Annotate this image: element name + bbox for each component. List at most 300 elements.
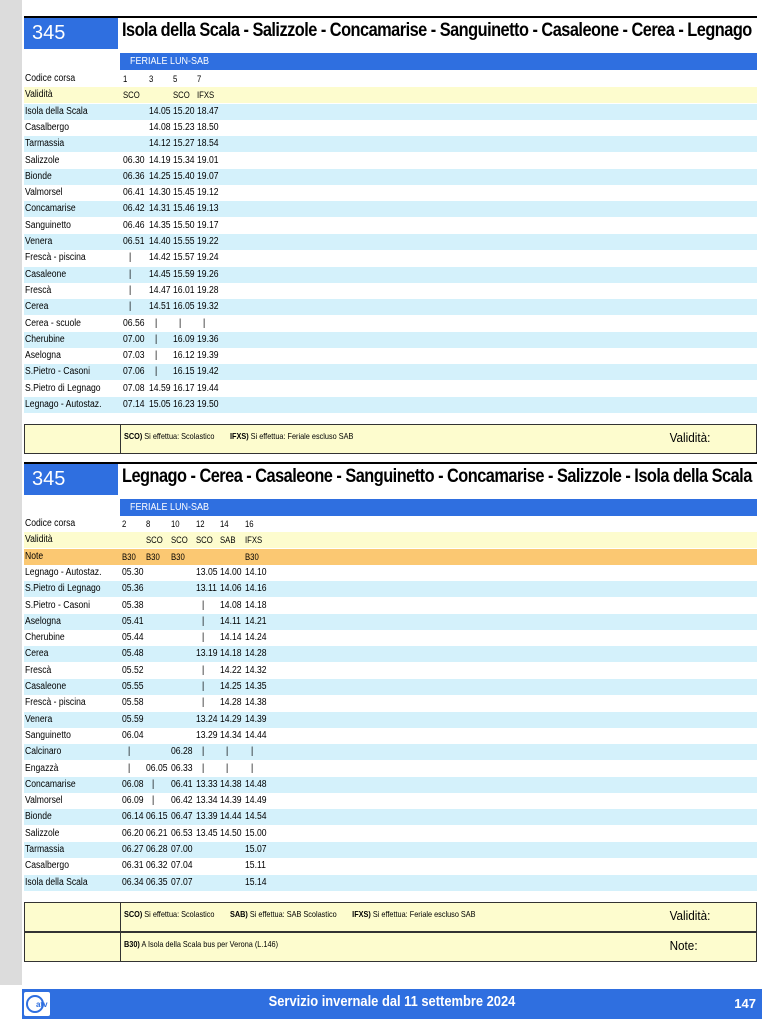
time-cell: | [129,301,132,313]
time-cell: IFXS [197,90,215,101]
time-cell: 14.44 [220,811,242,823]
validity-legend [24,902,757,932]
stop-label: S.Pietro di Legnago [25,583,101,595]
table-row [24,185,757,201]
table-row [24,283,757,299]
time-cell: 19.36 [197,333,219,345]
time-cell: 18.50 [197,121,219,133]
stop-label: Validità [25,89,53,101]
time-cell: 16.15 [173,366,195,378]
stop-label: Cherubine [25,333,65,345]
stop-label: Legnago - Autostaz. [25,399,102,410]
table-row [24,614,757,630]
time-cell: SCO [173,90,190,101]
time-cell: 14.51 [149,301,171,313]
time-cell: 14.38 [220,778,242,790]
time-cell: 19.24 [197,252,219,264]
time-cell: | [129,268,132,280]
page-sidebar-strip [0,0,22,985]
time-cell: SCO [146,535,163,546]
time-cell: 06.53 [171,827,193,839]
time-cell: 18.54 [197,138,219,150]
time-cell: 13.11 [196,583,217,595]
time-cell: 16.17 [173,382,195,394]
time-cell: 06.31 [122,860,144,872]
time-cell: 06.35 [146,876,168,888]
time-cell: 06.42 [171,795,193,807]
time-cell: 14.21 [245,615,267,627]
time-cell: 14.48 [245,778,267,790]
time-cell: 13.34 [196,795,218,807]
stop-label: Cerea [25,648,49,660]
notes-legend [24,932,757,962]
legend-item: SCO) Si effettua: Scolastico [124,909,215,919]
time-cell: 06.41 [123,187,145,199]
time-cell: 14.35 [149,219,171,231]
time-cell: 07.03 [123,350,145,362]
time-cell: 14.40 [149,236,171,247]
time-cell: | [155,317,158,329]
time-cell: 13.33 [196,778,218,790]
time-cell: 06.05 [146,762,168,774]
time-cell: 07.00 [123,333,145,345]
time-cell: | [179,317,182,329]
time-cell: | [202,664,205,676]
stop-label: Tarmassia [25,844,65,855]
time-cell: | [226,746,229,758]
time-cell: 06.15 [146,811,168,823]
time-cell: 14.45 [149,268,171,280]
time-cell: 19.44 [197,382,219,394]
time-cell: SCO [123,90,140,101]
time-cell: 06.34 [122,876,144,888]
time-cell: 15.00 [245,827,267,839]
table-row [24,218,757,234]
table-row [24,316,757,332]
legend-title: Validità: [669,908,711,923]
table-row [24,663,757,679]
time-cell: 12 [196,519,205,529]
time-cell: 16.23 [173,399,195,410]
stop-label: Tarmassia [25,138,65,150]
table-row [24,809,757,825]
legend-item: IFXS) Si effettua: Feriale escluso SAB [229,431,354,441]
time-cell: 19.39 [197,350,219,362]
time-cell: 2 [122,519,127,529]
stop-label: S.Pietro - Casoni [25,599,91,611]
time-cell: | [155,366,158,378]
stop-label: Valmorsel [25,187,63,199]
time-cell: 19.01 [197,154,219,166]
time-cell: 14.25 [220,681,242,692]
time-cell: 07.08 [123,382,145,394]
time-cell: B30 [245,551,259,562]
table-row [24,744,757,760]
table-row [24,120,757,136]
time-cell: 06.20 [122,827,144,839]
stop-label: Codice corsa [25,518,76,529]
time-cell: 19.22 [197,236,219,247]
time-cell: 7 [197,74,202,84]
time-cell: 06.41 [171,778,193,790]
time-cell: 13.19 [196,648,218,660]
stop-label: Cherubine [25,632,65,644]
page-footer [22,989,762,1019]
time-cell: 06.28 [146,844,168,855]
time-cell: 06.46 [123,219,145,231]
time-cell: 07.00 [171,844,193,855]
time-cell: 15.50 [173,219,195,231]
table-row [24,777,757,793]
time-cell: 19.12 [197,187,219,199]
time-cell: 14.00 [220,566,242,578]
stop-label: Salizzole [25,154,60,166]
time-cell: 05.36 [122,583,144,595]
stop-label: Sanguinetto [25,729,71,741]
stop-label: Isola della Scala [25,105,88,117]
table-row [24,348,757,364]
stop-label: Calcinaro [25,746,62,758]
stop-label: Venera [25,713,53,725]
time-cell: 14.14 [220,632,242,644]
time-cell: 07.14 [123,399,145,410]
table-row [24,793,757,809]
time-cell: 15.40 [173,170,195,182]
table-row [24,695,757,711]
stop-label: Codice corsa [25,73,76,84]
time-cell: 05.38 [122,599,144,611]
time-cell: 14.30 [149,187,171,199]
stop-label: Aselogna [25,615,61,627]
time-cell: 14.28 [220,697,242,709]
time-cell: 06.36 [123,170,145,182]
time-cell: 05.52 [122,664,144,676]
stop-label: Isola della Scala [25,876,88,888]
time-cell: 14.42 [149,252,171,264]
time-cell: 10 [171,519,180,529]
stop-label: Concamarise [25,778,76,790]
time-cell: 14.38 [245,697,267,709]
stop-label: Valmorsel [25,795,63,807]
time-cell: | [129,284,132,296]
legend-item: IFXS) Si effettua: Feriale escluso SAB [352,909,476,919]
time-cell: 14.50 [220,827,242,839]
stop-label: Bionde [25,811,52,823]
time-cell: SCO [196,535,213,546]
table-row [24,630,757,646]
route-title: Legnago - Cerea - Casaleone - Sanguinetto - Concamarise - Salizzole - Isola della Scala [122,466,752,487]
time-cell: 06.21 [146,827,168,839]
table-row [24,87,757,103]
stop-label: Bionde [25,170,52,182]
time-cell: 06.51 [123,236,145,247]
legend-items [124,425,369,447]
time-cell: 05.55 [122,681,144,692]
time-cell: 06.47 [171,811,193,823]
time-cell: 14.31 [149,203,171,215]
page-number: 147 [734,996,756,1011]
timetable-return [24,462,757,967]
time-cell: 1 [123,74,128,84]
time-cell: 14.10 [245,566,267,578]
stop-label: Sanguinetto [25,219,71,231]
table-row [24,516,757,532]
time-cell: 06.32 [146,860,168,872]
time-cell: 06.08 [122,778,144,790]
time-cell: 15.07 [245,844,267,855]
atv-logo: atv [24,992,50,1016]
table-row [24,875,757,891]
time-cell: B30 [171,551,185,562]
time-cell: 19.13 [197,203,219,215]
notes-items [124,933,294,955]
table-row [24,332,757,348]
time-cell: 14.12 [149,138,171,150]
table-row [24,581,757,597]
time-cell: 19.42 [197,366,219,378]
legend-item: SCO) Si effettua: Scolastico [124,431,215,441]
notes-title: Note: [669,938,698,953]
time-cell: | [152,795,155,807]
table-row [24,397,757,413]
stop-label: Casaleone [25,268,67,280]
route-header [24,16,757,51]
time-cell: 16.09 [173,333,195,345]
stop-label: Engazzà [25,762,59,774]
time-cell: 14.54 [245,811,267,823]
stop-label: Frescà - piscina [25,252,86,264]
route-title: Isola della Scala - Salizzole - Concamarise - Sanguinetto - Casaleone - Cerea - Legnago [122,20,752,41]
legend-item: B30) A Isola della Scala bus per Verona (L.146) [124,939,279,949]
time-cell: 06.27 [122,844,144,855]
stop-label: Casalbergo [25,121,69,133]
time-cell: 16.01 [173,284,195,296]
time-cell: 18.47 [197,105,219,117]
time-cell: 13.05 [196,566,218,578]
stop-label: Cerea - scuole [25,317,81,329]
service-banner: FERIALE LUN-SAB [120,53,757,70]
time-cell: 14.25 [149,170,171,182]
time-cell: 14 [220,519,229,529]
time-cell: 06.28 [171,746,193,758]
time-cell: 14.06 [220,583,242,595]
table-row [24,299,757,315]
time-cell: 06.56 [123,317,145,329]
time-cell: | [128,746,131,758]
time-cell: 06.09 [122,795,144,807]
table-row [24,565,757,581]
legend-title: Validità: [669,430,711,445]
legend-items [124,903,491,925]
time-cell: | [202,681,205,692]
time-cell: 15.59 [173,268,195,280]
time-cell: 06.30 [123,154,145,166]
stop-label: Venera [25,236,53,247]
time-cell: 13.29 [196,729,218,741]
time-cell: 19.26 [197,268,219,280]
time-cell: SCO [171,535,188,546]
stop-label: Salizzole [25,827,60,839]
time-cell: 14.59 [149,382,171,394]
time-cell: 14.28 [245,648,267,660]
table-row [24,201,757,217]
time-cell: 5 [173,74,178,84]
time-cell: 15.34 [173,154,195,166]
service-banner: FERIALE LUN-SAB [120,499,757,516]
time-cell: | [202,615,205,627]
time-cell: | [128,762,131,774]
time-cell: 14.08 [220,599,242,611]
table-row [24,826,757,842]
time-cell: 19.50 [197,399,219,410]
time-cell: 14.44 [245,729,267,741]
stop-label: Validità [25,534,53,546]
stop-label: Note [25,550,44,562]
stop-label: Frescà [25,284,52,296]
route-number: 345 [24,464,118,495]
table-row [24,267,757,283]
time-cell: 05.41 [122,615,144,627]
legend-item: SAB) Si effettua: SAB Scolastico [229,909,337,919]
time-cell: B30 [122,551,136,562]
stop-label: Concamarise [25,203,76,215]
table-row [24,598,757,614]
table-row [24,842,757,858]
time-cell: 15.55 [173,236,195,247]
time-cell: 05.44 [122,632,144,644]
time-cell: 14.05 [149,105,171,117]
time-cell: 14.32 [245,664,267,676]
time-cell: 06.42 [123,203,145,215]
table-row [24,169,757,185]
time-cell: SAB [220,535,236,546]
table-row [24,71,757,87]
time-cell: IFXS [245,535,263,546]
stop-label: Frescà [25,664,52,676]
table-row [24,712,757,728]
time-cell: | [202,746,205,758]
time-cell: 14.39 [220,795,242,807]
time-cell: 19.32 [197,301,219,313]
time-cell: 13.24 [196,713,218,725]
time-cell: | [251,762,254,774]
time-cell: | [202,599,205,611]
time-cell: 06.33 [171,762,193,774]
time-cell: | [251,746,254,758]
time-cell: 05.58 [122,697,144,709]
time-cell: 15.23 [173,121,195,133]
time-cell: 05.59 [122,713,144,725]
table-row [24,761,757,777]
time-cell: 13.45 [196,827,218,839]
time-cell: | [155,333,158,345]
time-cell: 14.29 [220,713,242,725]
stop-label: S.Pietro - Casoni [25,366,91,378]
time-cell: 07.06 [123,366,145,378]
time-cell: 06.14 [122,811,144,823]
time-cell: 14.18 [220,648,242,660]
time-cell: 14.19 [149,154,171,166]
stop-label: S.Pietro di Legnago [25,382,101,394]
time-cell: | [202,762,205,774]
table-row [24,381,757,397]
time-cell: 05.30 [122,566,144,578]
time-cell: 16.12 [173,350,195,362]
time-cell: | [203,317,206,329]
time-cell: 14.22 [220,664,242,676]
time-cell: B30 [146,551,160,562]
stop-label: Legnago - Autostaz. [25,566,102,578]
time-cell: 15.46 [173,203,195,215]
time-cell: 14.16 [245,583,267,595]
time-cell: 14.47 [149,284,171,296]
time-cell: | [226,762,229,774]
time-cell: 14.35 [245,681,267,692]
table-row [24,136,757,152]
time-cell: 16.05 [173,301,195,313]
time-cell: 19.17 [197,219,219,231]
time-cell: 16 [245,519,254,529]
time-cell: 14.34 [220,729,242,741]
time-cell: 15.05 [149,399,171,410]
time-cell: | [152,778,155,790]
time-cell: 19.28 [197,284,219,296]
time-cell: 15.57 [173,252,195,264]
validity-legend [24,424,757,454]
time-cell: 13.39 [196,811,218,823]
time-cell: 07.04 [171,860,193,872]
table-row [24,679,757,695]
time-cell: 15.11 [245,860,266,872]
table-row [24,549,757,565]
time-cell: 05.48 [122,648,144,660]
time-cell: 15.20 [173,105,195,117]
stop-label: Casaleone [25,681,67,692]
table-row [24,104,757,120]
table-row [24,646,757,662]
stop-label: Casalbergo [25,860,69,872]
time-cell: | [129,252,132,264]
time-cell: | [202,632,205,644]
time-cell: 15.45 [173,187,195,199]
time-cell: 8 [146,519,151,529]
stop-label: Cerea [25,301,49,313]
table-row [24,234,757,250]
table-row [24,250,757,266]
table-row [24,728,757,744]
table-row [24,532,757,548]
route-number: 345 [24,18,118,49]
table-row [24,153,757,169]
time-cell: 14.24 [245,632,267,644]
route-header [24,462,757,497]
time-cell: 14.11 [220,615,241,627]
time-cell: | [155,350,158,362]
table-row [24,364,757,380]
time-cell: 14.49 [245,795,267,807]
footer-text: Servizio invernale dal 11 settembre 2024 [268,993,516,1010]
table-row [24,858,757,874]
time-cell: 06.04 [122,729,144,741]
time-cell: | [202,697,205,709]
time-cell: 3 [149,74,154,84]
time-cell: 19.07 [197,170,219,182]
time-cell: 14.18 [245,599,267,611]
time-cell: 14.39 [245,713,267,725]
stop-label: Aselogna [25,350,61,362]
time-cell: 07.07 [171,876,193,888]
timetable-outbound [24,16,757,456]
